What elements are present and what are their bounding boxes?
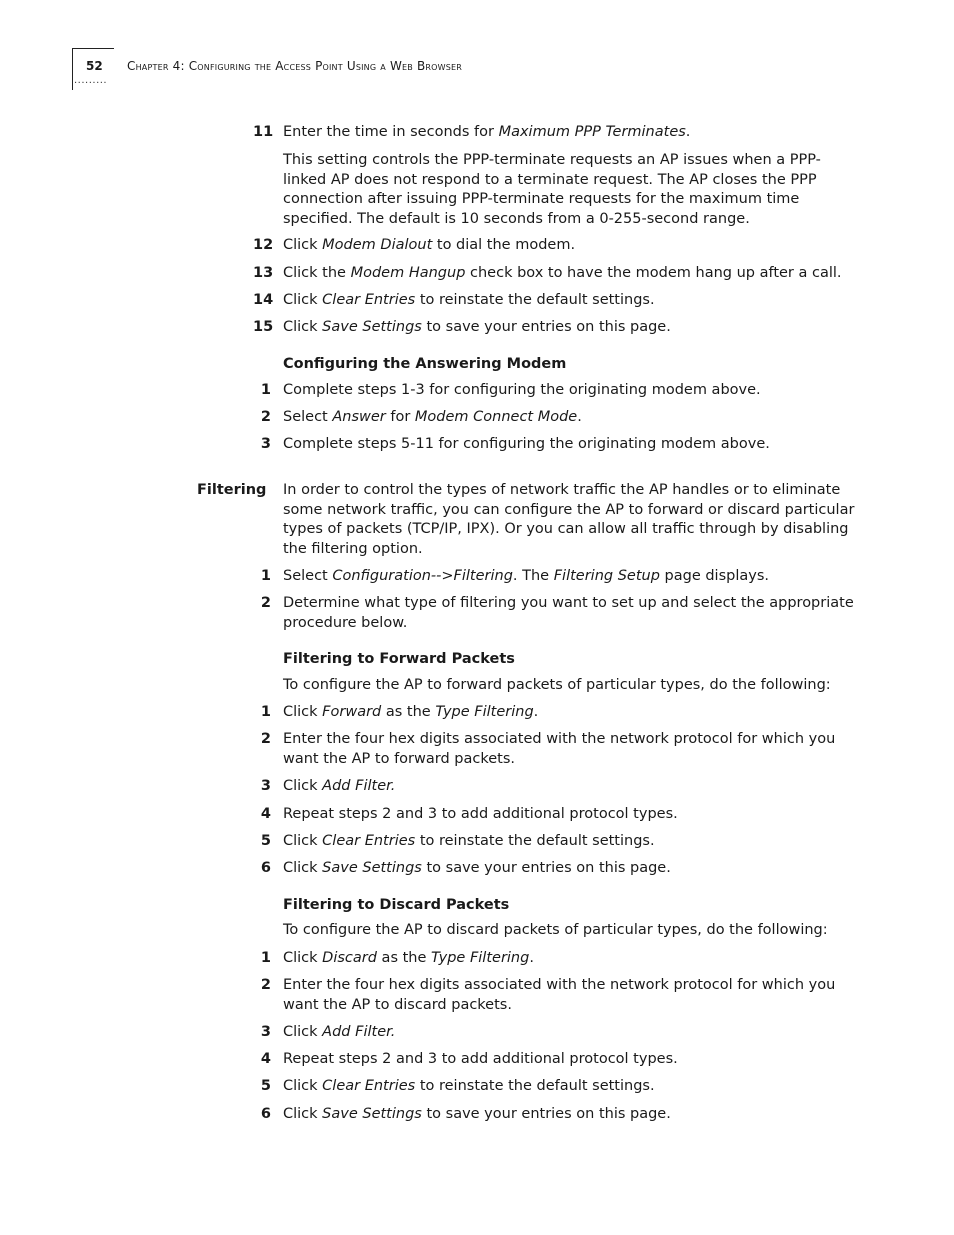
section-heading: Filtering to Forward Packets: [283, 651, 515, 667]
running-head: Chapter 4: Configuring the Access Point Using a Web Browser: [127, 59, 463, 73]
step-number: 1: [260, 704, 271, 720]
step-text: Click Modem Dialout to dial the modem.: [283, 237, 576, 253]
step-number: 4: [260, 1051, 271, 1067]
step-number: 11: [253, 124, 274, 140]
step-text: Complete steps 5-11 for configuring the originating modem above.: [283, 436, 770, 452]
paragraph: In order to control the types of network traffic the AP handles or to eliminate some network traffic, you can configure the AP to forward or discard particular types of packets (TCP/IP, IPX). Or you can allow all traffic through by disabling the filtering option.: [283, 482, 855, 557]
step-number: 2: [260, 595, 271, 611]
step-text: Click the Modem Hangup check box to have the modem hang up after a call.: [283, 265, 842, 281]
step-text: Click Clear Entries to reinstate the default settings.: [283, 292, 655, 308]
step-number: 13: [253, 265, 274, 281]
page-number: 52: [86, 59, 103, 73]
step-text: Click Forward as the Type Filtering.: [283, 704, 539, 720]
section-heading: Configuring the Answering Modem: [283, 356, 567, 372]
step-number: 3: [260, 1024, 271, 1040]
step-text: Click Save Settings to save your entries on this page.: [283, 1106, 671, 1122]
step-number: 5: [260, 833, 271, 849]
step-text: Complete steps 1-3 for configuring the originating modem above.: [283, 382, 761, 398]
step-number: 6: [260, 860, 271, 876]
side-heading-filtering: Filtering: [197, 482, 267, 498]
step-number: 2: [260, 409, 271, 425]
step-text: Click Save Settings to save your entries on this page.: [283, 319, 671, 335]
step-number: 14: [253, 292, 274, 308]
step-text: Click Clear Entries to reinstate the default settings.: [283, 833, 655, 849]
step-text: Enter the four hex digits associated with the network protocol for which you want the AP to discard packets.: [283, 977, 836, 1013]
step-number: 1: [260, 950, 271, 966]
paragraph: To configure the AP to forward packets of particular types, do the following:: [283, 677, 831, 693]
step-number: 3: [260, 778, 271, 794]
step-number: 1: [260, 568, 271, 584]
step-text: Select Configuration-->Filtering. The Filtering Setup page displays.: [283, 568, 770, 584]
header-dots: ·········: [74, 78, 108, 89]
step-text: Click Clear Entries to reinstate the default settings.: [283, 1078, 655, 1094]
step-text: Enter the four hex digits associated with the network protocol for which you want the AP to forward packets.: [283, 731, 836, 767]
step-number: 3: [260, 436, 271, 452]
step-number: 6: [260, 1106, 271, 1122]
step-text: Determine what type of filtering you want to set up and select the appropriate procedure below.: [283, 595, 854, 631]
step-text: Repeat steps 2 and 3 to add additional protocol types.: [283, 806, 678, 822]
step-number: 2: [260, 731, 271, 747]
step-number: 12: [253, 237, 274, 253]
step-text: Click Discard as the Type Filtering.: [283, 950, 534, 966]
section-heading: Filtering to Discard Packets: [283, 897, 510, 913]
paragraph: To configure the AP to discard packets of particular types, do the following:: [283, 922, 828, 938]
step-text: Click Save Settings to save your entries on this page.: [283, 860, 671, 876]
step-number: 4: [260, 806, 271, 822]
step-text: Click Add Filter.: [283, 1024, 396, 1040]
step-number: 2: [260, 977, 271, 993]
step-text: Click Add Filter.: [283, 778, 396, 794]
step-text: Enter the time in seconds for Maximum PPP Terminates.: [283, 124, 691, 140]
step-number: 1: [260, 382, 271, 398]
step-number: 15: [253, 319, 274, 335]
step-text: Select Answer for Modem Connect Mode.: [283, 409, 582, 425]
step-number: 5: [260, 1078, 271, 1094]
paragraph: This setting controls the PPP-terminate requests an AP issues when a PPP-linked AP does not respond to a terminate request. The AP closes the PPP connection after issuing PPP-terminate requests for the maximum time specified. The default is 10 seconds from a 0-255-second range.: [283, 152, 821, 227]
step-text: Repeat steps 2 and 3 to add additional protocol types.: [283, 1051, 678, 1067]
